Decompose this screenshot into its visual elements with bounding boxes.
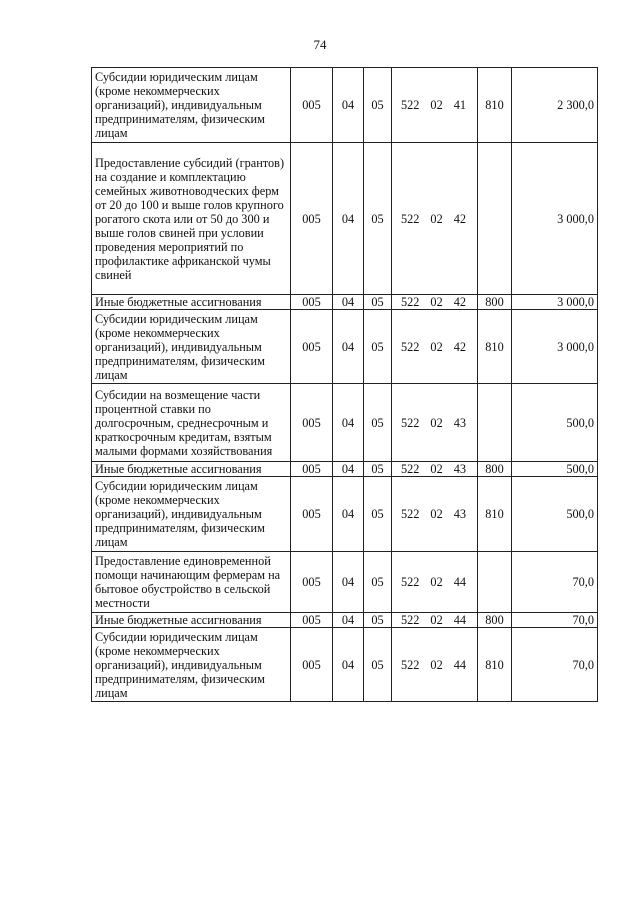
row-section: 04	[333, 477, 364, 552]
table-row	[92, 462, 598, 477]
row-subsection: 05	[364, 552, 392, 613]
row-grbs: 005	[291, 310, 333, 384]
row-grbs: 005	[291, 462, 333, 477]
row-target-article-part1: 522	[401, 507, 420, 521]
row-target-article-part1: 522	[401, 575, 420, 589]
row-name: Предоставление субсидий (грантов) на создание и комплектацию семейных животноводческих ферм от 20 до 100 и выше голов крупного рогатого скота или от 50 до 300 и выше голов свиней при условии проведения мероприятий по профилактике африканской чумы свиней	[92, 143, 291, 295]
row-target-article-part3: 43	[453, 415, 466, 430]
table-row	[92, 310, 598, 384]
row-section: 04	[333, 310, 364, 384]
row-section: 04	[333, 143, 364, 295]
row-grbs: 005	[291, 477, 333, 552]
table-row	[92, 384, 598, 462]
row-subsection: 05	[364, 310, 392, 384]
row-target-article-part1: 522	[401, 98, 420, 112]
row-expense-type: 810	[478, 310, 512, 384]
row-target-article	[392, 68, 478, 143]
table-row	[92, 613, 598, 628]
row-section: 04	[333, 295, 364, 310]
row-section: 04	[333, 68, 364, 143]
row-expense-type: 810	[478, 68, 512, 143]
row-target-article-part1: 522	[401, 657, 420, 672]
row-target-article-part3: 44	[453, 657, 466, 672]
row-amount: 70,0	[512, 552, 598, 613]
row-grbs: 005	[291, 68, 333, 143]
row-subsection: 05	[364, 143, 392, 295]
row-subsection: 05	[364, 462, 392, 477]
row-name: Субсидии на возмещение части процентной ставки по долгосрочным, среднесрочным и краткосрочным кредитам, взятым малыми формами хозяйствования	[92, 384, 291, 462]
row-amount: 500,0	[512, 384, 598, 462]
row-target-article	[392, 477, 478, 552]
row-section: 04	[333, 462, 364, 477]
row-amount: 2 300,0	[512, 68, 598, 143]
table-row	[92, 68, 598, 143]
row-target-article-part3: 43	[453, 462, 466, 476]
table-row	[92, 628, 598, 702]
row-subsection: 05	[364, 295, 392, 310]
row-target-article	[392, 295, 478, 310]
row-subsection: 05	[364, 477, 392, 552]
row-target-article-part3: 42	[453, 339, 466, 354]
row-target-article	[392, 628, 478, 702]
row-expense-type	[478, 143, 512, 295]
row-grbs: 005	[291, 295, 333, 310]
row-name: Иные бюджетные ассигнования	[92, 462, 291, 477]
table-row	[92, 143, 598, 295]
row-section: 04	[333, 613, 364, 628]
row-grbs: 005	[291, 384, 333, 462]
row-target-article	[392, 384, 478, 462]
row-grbs: 005	[291, 613, 333, 628]
row-target-article-part1: 522	[401, 462, 420, 476]
row-name: Субсидии юридическим лицам (кроме некоммерческих организаций), индивидуальным предпринимателям, физическим лицам	[92, 477, 291, 552]
row-amount: 500,0	[512, 462, 598, 477]
row-subsection: 05	[364, 613, 392, 628]
row-subsection: 05	[364, 68, 392, 143]
row-section: 04	[333, 628, 364, 702]
row-name: Иные бюджетные ассигнования	[92, 295, 291, 310]
row-amount: 70,0	[512, 628, 598, 702]
page-number: 74	[313, 37, 327, 52]
row-grbs: 005	[291, 628, 333, 702]
row-grbs: 005	[291, 552, 333, 613]
row-target-article	[392, 552, 478, 613]
row-expense-type	[478, 384, 512, 462]
row-amount: 70,0	[512, 613, 598, 628]
row-expense-type: 810	[478, 628, 512, 702]
row-amount: 3 000,0	[512, 310, 598, 384]
row-name: Иные бюджетные ассигнования	[92, 613, 291, 628]
row-target-article-part3: 42	[453, 295, 466, 309]
row-target-article-part3: 43	[453, 507, 466, 521]
row-amount: 3 000,0	[512, 295, 598, 310]
row-target-article-part3: 42	[453, 211, 466, 226]
row-section: 04	[333, 384, 364, 462]
row-target-article-part3: 41	[453, 98, 466, 112]
row-target-article-part2: 02	[430, 575, 443, 589]
row-target-article	[392, 613, 478, 628]
row-name: Субсидии юридическим лицам (кроме некоммерческих организаций), индивидуальным предпринимателям, физическим лицам	[92, 68, 291, 143]
row-subsection: 05	[364, 384, 392, 462]
row-target-article-part2: 02	[430, 339, 443, 354]
row-expense-type: 810	[478, 477, 512, 552]
row-expense-type: 800	[478, 613, 512, 628]
row-target-article-part2: 02	[430, 613, 443, 627]
row-target-article-part1: 522	[401, 339, 420, 354]
row-target-article-part2: 02	[430, 211, 443, 226]
table-body	[92, 68, 598, 702]
row-target-article-part1: 522	[401, 415, 420, 430]
table-row	[92, 477, 598, 552]
row-target-article	[392, 310, 478, 384]
row-amount: 3 000,0	[512, 143, 598, 295]
row-target-article-part2: 02	[430, 295, 443, 309]
row-target-article-part1: 522	[401, 613, 420, 627]
row-name: Субсидии юридическим лицам (кроме некоммерческих организаций), индивидуальным предпринимателям, физическим лицам	[92, 628, 291, 702]
row-expense-type: 800	[478, 295, 512, 310]
row-target-article-part2: 02	[430, 462, 443, 476]
row-section: 04	[333, 552, 364, 613]
row-target-article-part2: 02	[430, 657, 443, 672]
row-target-article-part2: 02	[430, 507, 443, 521]
row-name: Субсидии юридическим лицам (кроме некоммерческих организаций), индивидуальным предпринимателям, физическим лицам	[92, 310, 291, 384]
row-target-article-part1: 522	[401, 295, 420, 309]
row-name: Предоставление единовременной помощи начинающим фермерам на бытовое обустройство в сельской местности	[92, 552, 291, 613]
budget-table	[91, 67, 598, 702]
row-target-article-part2: 02	[430, 98, 443, 112]
row-target-article-part1: 522	[401, 211, 420, 226]
table-row	[92, 295, 598, 310]
row-target-article-part2: 02	[430, 415, 443, 430]
row-target-article-part3: 44	[453, 575, 466, 589]
row-target-article-part3: 44	[453, 613, 466, 627]
row-subsection: 05	[364, 628, 392, 702]
row-target-article	[392, 143, 478, 295]
row-expense-type: 800	[478, 462, 512, 477]
row-amount: 500,0	[512, 477, 598, 552]
row-grbs: 005	[291, 143, 333, 295]
row-target-article	[392, 462, 478, 477]
table-row	[92, 552, 598, 613]
row-expense-type	[478, 552, 512, 613]
